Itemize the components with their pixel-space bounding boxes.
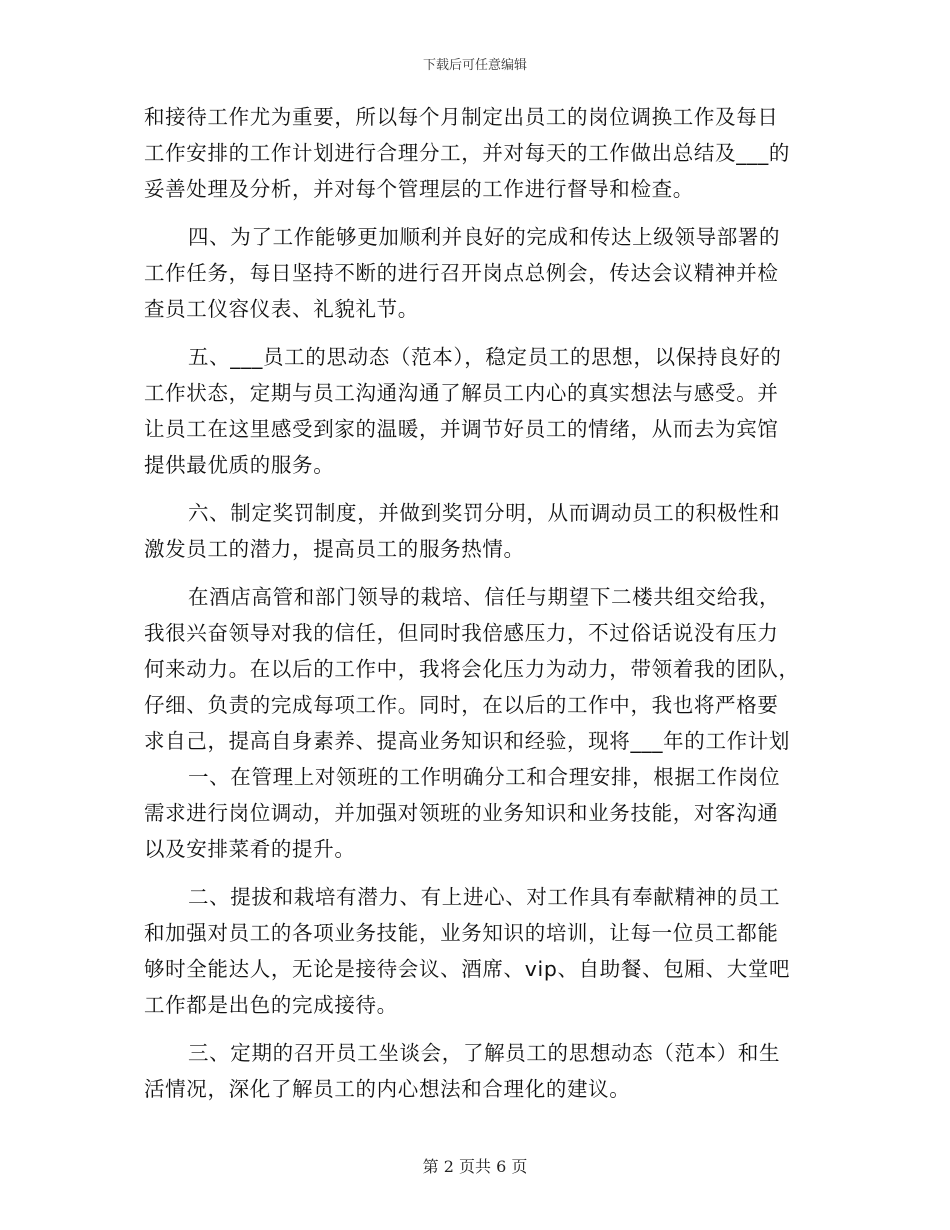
text-line: 查员工仪容仪表、礼貌礼节。 <box>144 297 419 321</box>
text-line: 工作任务，每日坚持不断的进行召开岗点总例会，传达会议精神并检 <box>144 261 779 285</box>
text-line: 二、提拔和栽培有潜力、有上进心、对工作具有奉献精神的员工 <box>188 885 781 909</box>
paragraph <box>144 339 814 483</box>
paragraph <box>144 879 814 1023</box>
document-body <box>144 99 814 1119</box>
paragraph <box>144 1035 814 1107</box>
text-line: 需求进行岗位调动，并加强对领班的业务知识和业务技能，对客沟通 <box>144 801 779 825</box>
text-line: 何来动力。在以后的工作中，我将会化压力为动力，带领着我的团队， <box>144 657 800 681</box>
paragraph <box>144 759 814 867</box>
text-line: 和加强对员工的各项业务技能，业务知识的培训，让每一位员工都能 <box>144 921 779 945</box>
text-line: 一、在管理上对领班的工作明确分工和合理安排，根据工作岗位 <box>188 765 781 789</box>
text-line: 激发员工的潜力，提高员工的服务热情。 <box>144 537 525 561</box>
paragraph <box>144 99 814 207</box>
text-line: 我很兴奋领导对我的信任，但同时我倍感压力，不过俗话说没有压力 <box>144 621 779 645</box>
text-line: 在酒店高管和部门领导的栽培、信任与期望下二楼共组交给我， <box>188 585 781 609</box>
paragraph <box>144 495 814 567</box>
text-line: 工作都是出色的完成接待。 <box>144 993 398 1017</box>
text-line: 妥善处理及分析，并对每个管理层的工作进行督导和检查。 <box>144 177 694 201</box>
text-line: 让员工在这里感受到家的温暖，并调节好员工的情绪，从而去为宾馆 <box>144 417 779 441</box>
text-line: 以及安排菜肴的提升。 <box>144 837 356 861</box>
text-line: 工作安排的工作计划进行合理分工，并对每天的工作做出总结及___的 <box>144 141 791 165</box>
text-line: 五、___员工的思动态（范本），稳定员工的思想，以保持良好的 <box>188 345 782 369</box>
paragraph <box>144 579 814 759</box>
text-line: 提供最优质的服务。 <box>144 453 335 477</box>
text-line: 四、为了工作能够更加顺利并良好的完成和传达上级领导部署的 <box>188 225 781 249</box>
page-header: 下载后可任意编辑 <box>422 58 527 73</box>
page-footer: 第 2 页共 6 页 <box>422 1157 528 1176</box>
text-line: 六、制定奖罚制度，并做到奖罚分明，从而调动员工的积极性和 <box>188 501 781 525</box>
text-line: 和接待工作尤为重要，所以每个月制定出员工的岗位调换工作及每日 <box>144 105 779 129</box>
text-line: 工作状态，定期与员工沟通沟通了解员工内心的真实想法与感受。并 <box>144 381 779 405</box>
text-line: 活情况，深化了解员工的内心想法和合理化的建议。 <box>144 1077 631 1101</box>
text-line: 够时全能达人，无论是接待会议、酒席、vip、自助餐、包厢、大堂吧 <box>144 957 791 981</box>
paragraph <box>144 219 814 327</box>
text-line: 三、定期的召开员工坐谈会，了解员工的思想动态（范本）和生 <box>188 1041 781 1065</box>
text-line: 求自己，提高自身素养、提高业务知识和经验，现将___年的工作计划 <box>144 729 791 753</box>
text-line: 仔细、负责的完成每项工作。同时，在以后的工作中，我也将严格要 <box>144 693 779 717</box>
